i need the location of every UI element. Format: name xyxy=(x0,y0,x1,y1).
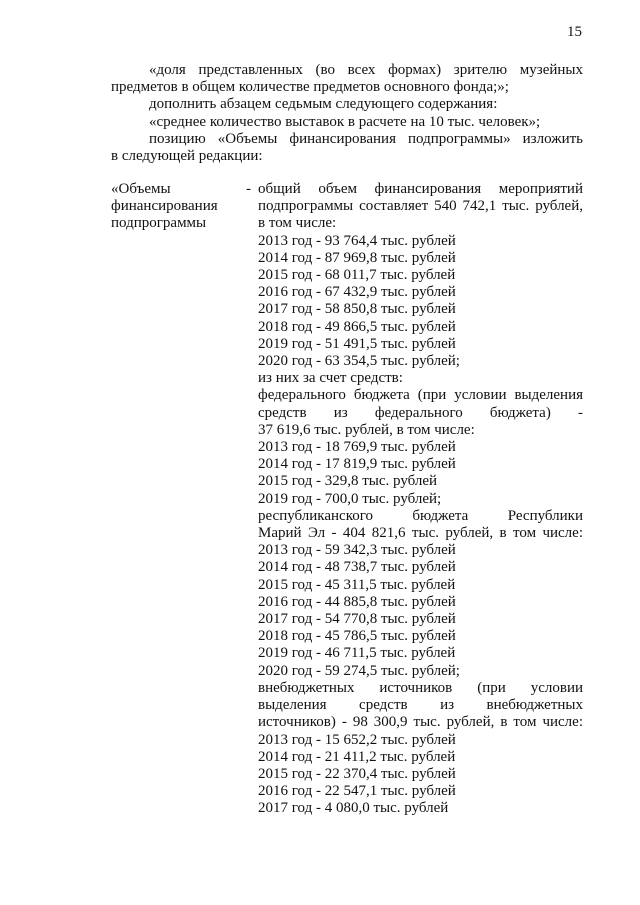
table-right-line: общий объем финансирования мероприятий xyxy=(258,181,583,197)
table-right-line: средств из федерального бюджета) - xyxy=(258,404,583,421)
intro-line: «среднее количество выставок в расчете на 10 тыс. человек»; xyxy=(149,113,541,130)
table-right-line: 2015 год - 68 011,7 тыс. рублей xyxy=(258,267,456,284)
table-right-line: 2017 год - 54 770,8 тыс. рублей xyxy=(258,611,456,628)
table-right-line: 2014 год - 87 969,8 тыс. рублей xyxy=(258,249,456,266)
table-right-line: выделения средств из внебюджетных xyxy=(258,697,583,714)
table-right-line: 2020 год - 59 274,5 тыс. рублей; xyxy=(258,662,460,679)
table-right-line: 2016 год - 22 547,1 тыс. рублей xyxy=(258,783,456,800)
table-right-line: 37 619,6 тыс. рублей, в том числе: xyxy=(258,421,475,438)
table-right-line: Марий Эл - 404 821,6 тыс. рублей, в том числе: xyxy=(258,525,583,542)
table-right-line: 2018 год - 45 786,5 тыс. рублей xyxy=(258,628,456,645)
table-right-line: 2014 год - 21 411,2 тыс. рублей xyxy=(258,748,456,765)
table-right-line: 2017 год - 58 850,8 тыс. рублей xyxy=(258,301,456,318)
table-right-line: 2014 год - 17 819,9 тыс. рублей xyxy=(258,456,456,473)
table-left-column xyxy=(111,181,251,233)
table-right-line: внебюджетных источников (при условии xyxy=(258,679,583,696)
table-right-line: 2013 год - 18 769,9 тыс. рублей xyxy=(258,439,456,456)
table-right-line: 2014 год - 48 738,7 тыс. рублей xyxy=(258,559,456,576)
table-right-line: 2013 год - 93 764,4 тыс. рублей xyxy=(258,232,456,249)
table-dash: - xyxy=(246,181,251,197)
table-right-line: 2015 год - 45 311,5 тыс. рублей xyxy=(258,576,456,593)
intro-text xyxy=(111,62,583,165)
table-right-line: 2016 год - 44 885,8 тыс. рублей xyxy=(258,593,456,610)
intro-line: в следующей редакции: xyxy=(111,148,263,165)
table-right-column xyxy=(258,181,583,818)
table-right-line: в том числе: xyxy=(258,215,337,232)
table-right-line: 2016 год - 67 432,9 тыс. рублей xyxy=(258,284,456,301)
table-right-line: 2020 год - 63 354,5 тыс. рублей; xyxy=(258,353,460,370)
table-right-line: 2015 год - 329,8 тыс. рублей xyxy=(258,473,438,490)
intro-line: позицию «Объемы финансирования подпрограммы» изложить xyxy=(149,130,583,147)
table-left-label: финансирования xyxy=(111,198,218,215)
table-left-label: подпрограммы xyxy=(111,215,207,232)
table-right-line: 2019 год - 46 711,5 тыс. рублей xyxy=(258,645,456,662)
table-right-line: 2018 год - 49 866,5 тыс. рублей xyxy=(258,318,456,335)
table-right-line: федерального бюджета (при условии выделения xyxy=(258,387,583,404)
table-left-label: «Объемы xyxy=(111,181,171,197)
page-number: 15 xyxy=(567,24,582,40)
table-right-line: источников) - 98 300,9 тыс. рублей, в том числе: xyxy=(258,714,583,731)
table-right-line: 2017 год - 4 080,0 тыс. рублей xyxy=(258,800,449,817)
table-right-line: 2013 год - 15 652,2 тыс. рублей xyxy=(258,731,456,748)
table-right-line: 2013 год - 59 342,3 тыс. рублей xyxy=(258,542,456,559)
intro-line: дополнить абзацем седьмым следующего содержания: xyxy=(149,96,498,113)
table-right-line: республиканского бюджета Республики xyxy=(258,507,583,524)
table-right-line: 2019 год - 51 491,5 тыс. рублей xyxy=(258,335,456,352)
table-right-line: из них за счет средств: xyxy=(258,370,403,387)
table-left-first-line xyxy=(111,181,251,198)
intro-line: предметов в общем количестве предметов основного фонда;»; xyxy=(111,79,509,96)
table-right-line: 2015 год - 22 370,4 тыс. рублей xyxy=(258,765,456,782)
table-right-line: подпрограммы составляет 540 742,1 тыс. рублей, xyxy=(258,198,583,215)
table-right-line: 2019 год - 700,0 тыс. рублей; xyxy=(258,490,442,507)
intro-line: «доля представленных (во всех формах) зрителю музейных xyxy=(149,62,583,78)
